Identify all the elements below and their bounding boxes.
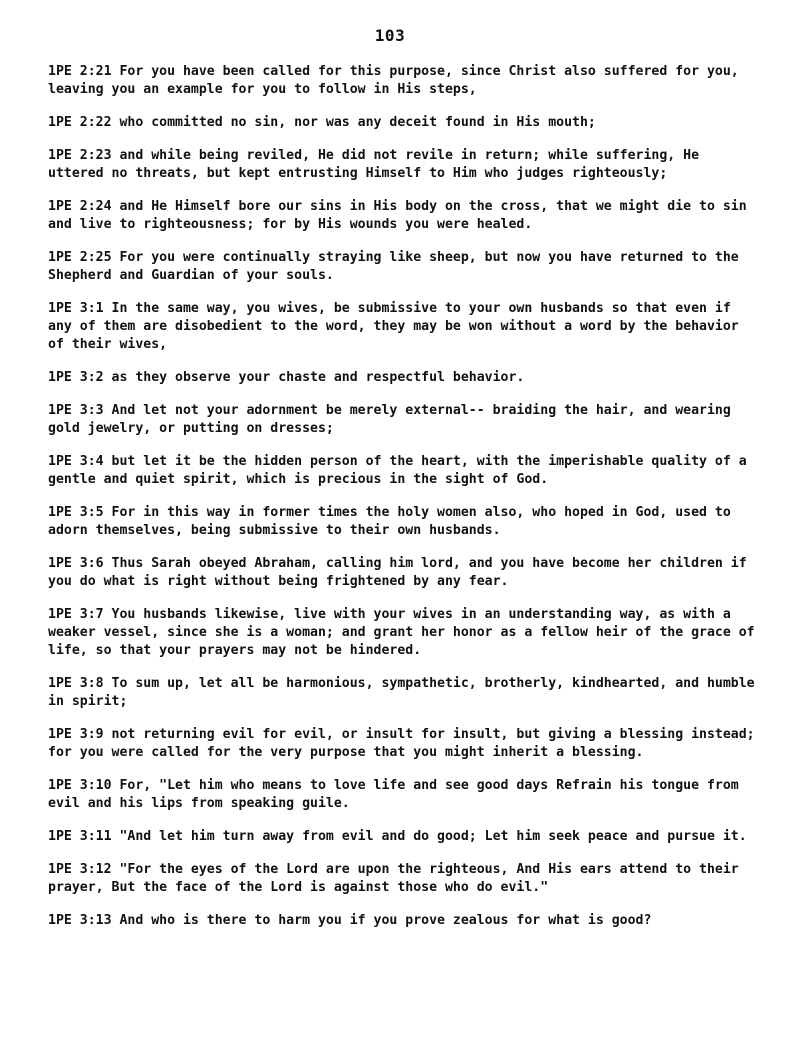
- verse-1pe-3-8: 1PE 3:8 To sum up, let all be harmonious, sympathetic, brotherly, kindhearted, and humble in spirit;: [48, 676, 755, 709]
- verse-1pe-2-25: 1PE 2:25 For you were continually straying like sheep, but now you have returned to the Shepherd and Guardian of your souls.: [48, 250, 739, 283]
- verse-1pe-2-22: 1PE 2:22 who committed no sin, nor was any deceit found in His mouth;: [48, 115, 596, 130]
- verse-1pe-3-4: 1PE 3:4 but let it be the hidden person of the heart, with the imperishable quality of a gentle and quiet spirit, which is precious in the sight of God.: [48, 454, 747, 487]
- verse-1pe-3-12: 1PE 3:12 "For the eyes of the Lord are upon the righteous, And His ears attend to their prayer, But the face of the Lord is against those who do evil.": [48, 862, 739, 895]
- verse-1pe-2-24: 1PE 2:24 and He Himself bore our sins in His body on the cross, that we might die to sin and live to righteousness; for by His wounds you were healed.: [48, 199, 747, 232]
- verse-1pe-3-13: 1PE 3:13 And who is there to harm you if you prove zealous for what is good?: [48, 913, 652, 928]
- verse-1pe-3-1: 1PE 3:1 In the same way, you wives, be submissive to your own husbands so that even if any of them are disobedient to the word, they may be won without a word by the behavior of their wives,: [48, 301, 739, 352]
- verse-1pe-3-7: 1PE 3:7 You husbands likewise, live with your wives in an understanding way, as with a weaker vessel, since she is a woman; and grant her honor as a fellow heir of the grace of life, so that your prayers may not be hindered.: [48, 607, 755, 658]
- verse-1pe-3-9: 1PE 3:9 not returning evil for evil, or insult for insult, but giving a blessing instead; for you were called for the very purpose that you might inherit a blessing.: [48, 727, 755, 760]
- verse-1pe-3-11: 1PE 3:11 "And let him turn away from evil and do good; Let him seek peace and pursue it.: [48, 829, 747, 844]
- verse-1pe-3-6: 1PE 3:6 Thus Sarah obeyed Abraham, calling him lord, and you have become her children if you do what is right without being frightened by any fear.: [48, 556, 747, 589]
- verse-1pe-3-5: 1PE 3:5 For in this way in former times the holy women also, who hoped in God, used to adorn themselves, being submissive to their own husbands.: [48, 505, 731, 538]
- verse-1pe-3-2: 1PE 3:2 as they observe your chaste and respectful behavior.: [48, 370, 525, 385]
- verse-1pe-3-10: 1PE 3:10 For, "Let him who means to love life and see good days Refrain his tongue from evil and his lips from speaking guile.: [48, 778, 739, 811]
- verse-list: [48, 63, 758, 945]
- page-number: 103: [374, 26, 406, 45]
- verse-1pe-2-23: 1PE 2:23 and while being reviled, He did not revile in return; while suffering, He uttered no threats, but kept entrusting Himself to Him who judges righteously;: [48, 148, 700, 181]
- verse-1pe-2-21: 1PE 2:21 For you have been called for this purpose, since Christ also suffered for you, leaving you an example for you to follow in His steps,: [48, 64, 739, 97]
- verse-1pe-3-3: 1PE 3:3 And let not your adornment be merely external-- braiding the hair, and wearing gold jewelry, or putting on dresses;: [48, 403, 731, 436]
